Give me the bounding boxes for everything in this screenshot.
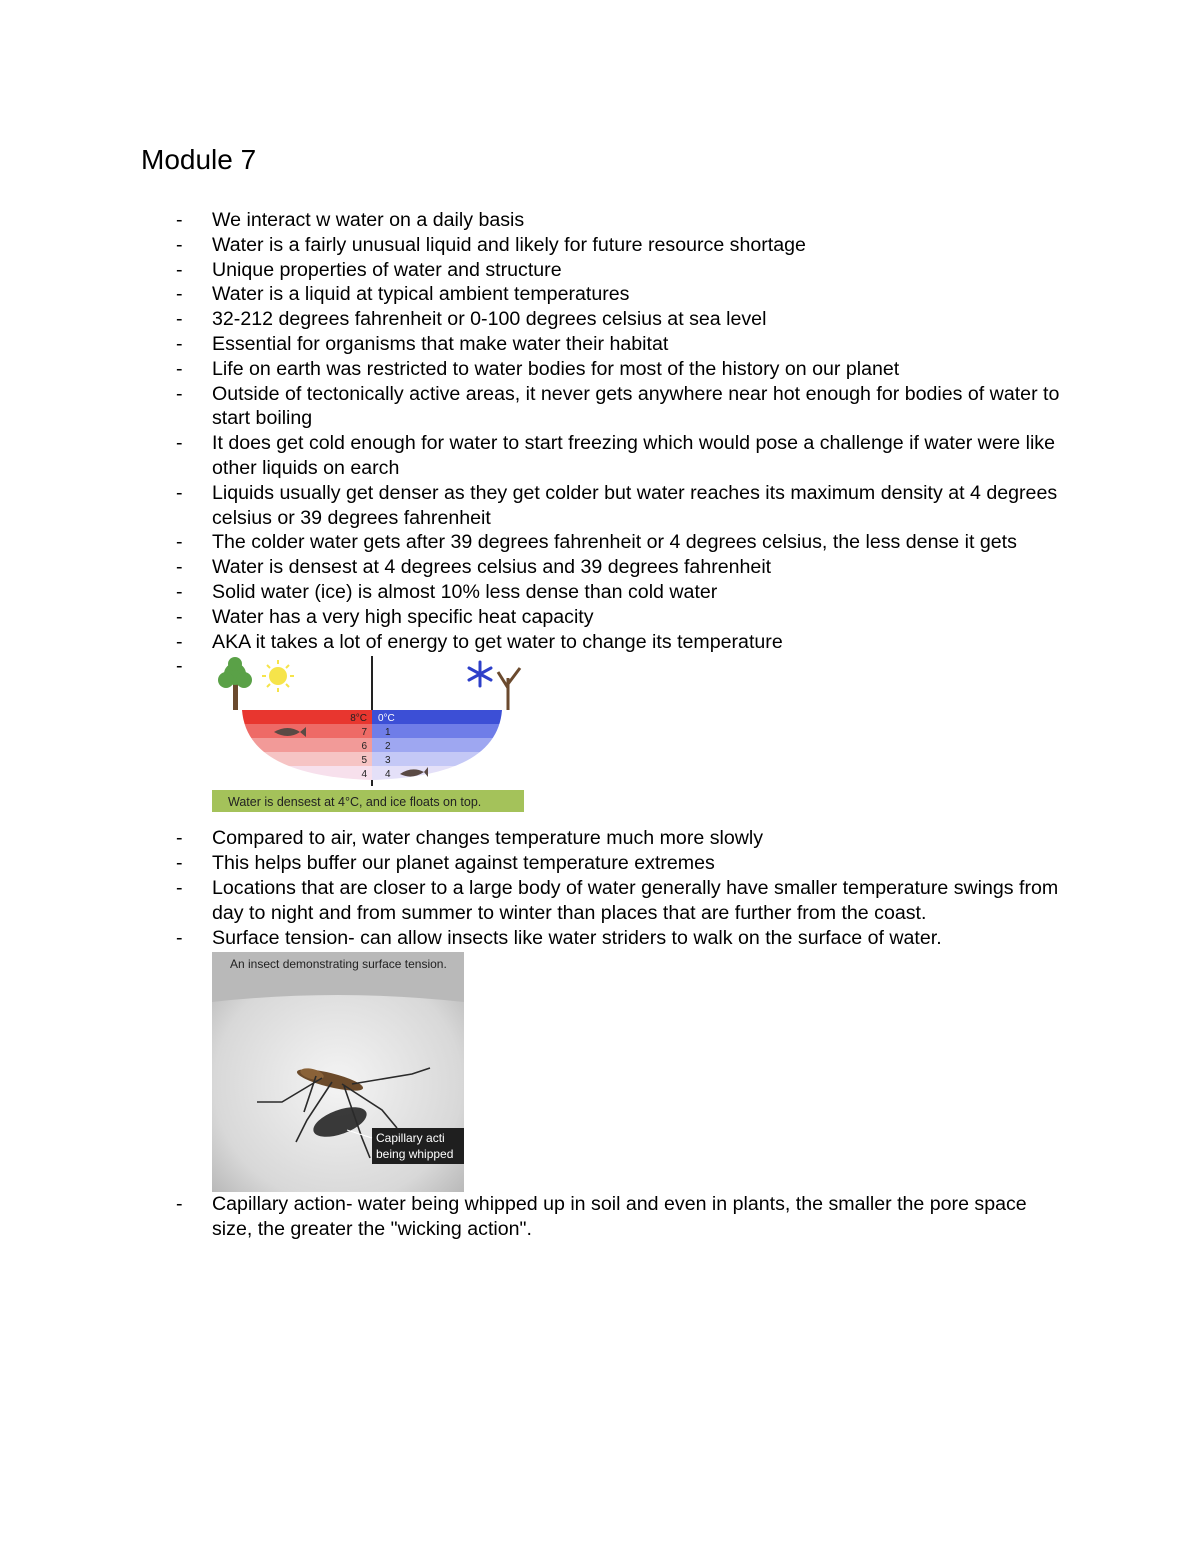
list-item: - Outside of tectonically active areas, it never gets anywhere near hot enough for bodies of water to start boiling <box>176 382 1060 430</box>
list-item: - Unique properties of water and structure <box>176 258 562 281</box>
bullet-dash: - <box>176 852 183 875</box>
temp-label-warm: 8°C <box>350 713 367 725</box>
list-item-figure-insect <box>176 950 1066 1192</box>
list-item: - Surface tension- can allow insects like water striders to walk on the surface of water. <box>176 926 942 949</box>
bullet-dash: - <box>176 605 183 628</box>
tree-icon <box>218 657 252 710</box>
bare-tree-icon <box>498 668 520 710</box>
temp-label-warm: 5 <box>361 755 367 767</box>
list-item: - Essential for organisms that make water their habitat <box>176 332 669 355</box>
notes-list <box>176 208 1066 1242</box>
page-title: Module 7 <box>141 144 257 175</box>
list-item: - Water is a fairly unusual liquid and likely for future resource shortage <box>176 233 806 256</box>
bullet-dash: - <box>176 481 183 504</box>
water-density-figure <box>212 656 524 812</box>
temp-label-cold: 0°C <box>378 713 395 725</box>
list-item: - Locations that are closer to a large body of water generally have smaller temperature swings from day to night and from summer to winter than places that are further from the coast. <box>176 876 1059 924</box>
list-item: - Solid water (ice) is almost 10% less dense than cold water <box>176 580 718 603</box>
bullet-dash: - <box>176 876 183 899</box>
list-item: - Water has a very high specific heat capacity <box>176 605 594 628</box>
bullet-dash: - <box>176 357 183 380</box>
list-item: - Water is a liquid at typical ambient temperatures <box>176 283 630 306</box>
bullet-dash: - <box>176 655 183 678</box>
list-item: - This helps buffer our planet against temperature extremes <box>176 852 715 875</box>
bullet-dash: - <box>176 432 183 455</box>
temp-label-cold: 3 <box>385 755 391 767</box>
list-item: - Liquids usually get denser as they get colder but water reaches its maximum density at 4 degrees celsius or 39 degrees fahrenheit <box>176 481 1058 529</box>
bullet-dash: - <box>176 827 183 850</box>
bullet-dash: - <box>176 233 183 256</box>
temp-label-cold: 4 <box>385 769 391 781</box>
list-item: - Capillary action- water being whipped up in soil and even in plants, the smaller the pore space size, the greater the "wicking action". <box>176 1193 1027 1241</box>
surface-tension-figure <box>212 952 464 1192</box>
list-item: - Water is densest at 4 degrees celsius and 39 degrees fahrenheit <box>176 556 772 579</box>
figure-caption: Water is densest at 4°C, and ice floats on top. <box>228 795 482 810</box>
temp-label-warm: 4 <box>361 769 367 781</box>
list-item: - Life on earth was restricted to water bodies for most of the history on our planet <box>176 357 900 380</box>
list-item: - We interact w water on a daily basis <box>176 209 525 231</box>
sun-icon <box>262 660 294 692</box>
temp-label-cold: 2 <box>385 741 391 753</box>
bullet-dash: - <box>176 556 183 579</box>
temp-label-warm: 6 <box>361 741 367 753</box>
list-item: - The colder water gets after 39 degrees fahrenheit or 4 degrees celsius, the less dense it gets <box>176 531 1017 554</box>
bullet-dash: - <box>176 209 183 231</box>
figure-caption: An insect demonstrating surface tension. <box>230 957 447 972</box>
bullet-dash: - <box>176 580 183 603</box>
bullet-dash: - <box>176 283 183 306</box>
bullet-dash: - <box>176 1193 183 1216</box>
bullet-dash: - <box>176 258 183 281</box>
bullet-dash: - <box>176 630 183 653</box>
overlay-text: Capillary acti <box>376 1131 445 1146</box>
list-item-figure-density <box>176 654 1066 826</box>
bullet-dash: - <box>176 308 183 331</box>
temp-label-cold: 1 <box>385 727 391 739</box>
list-item: - 32-212 degrees fahrenheit or 0-100 degrees celsius at sea level <box>176 308 767 331</box>
bullet-dash: - <box>176 382 183 405</box>
list-item: - Compared to air, water changes temperature much more slowly <box>176 827 764 850</box>
list-item: - It does get cold enough for water to start freezing which would pose a challenge if water were like other liquids on earch <box>176 432 1056 479</box>
bullet-dash: - <box>176 926 183 949</box>
bullet-dash: - <box>176 332 183 355</box>
bullet-dash: - <box>176 531 183 554</box>
temp-label-warm: 7 <box>361 727 367 739</box>
list-item: - AKA it takes a lot of energy to get water to change its temperature <box>176 630 783 653</box>
overlay-text: being whipped <box>376 1147 454 1162</box>
snowflake-icon <box>469 662 491 686</box>
water-layers <box>212 710 524 782</box>
